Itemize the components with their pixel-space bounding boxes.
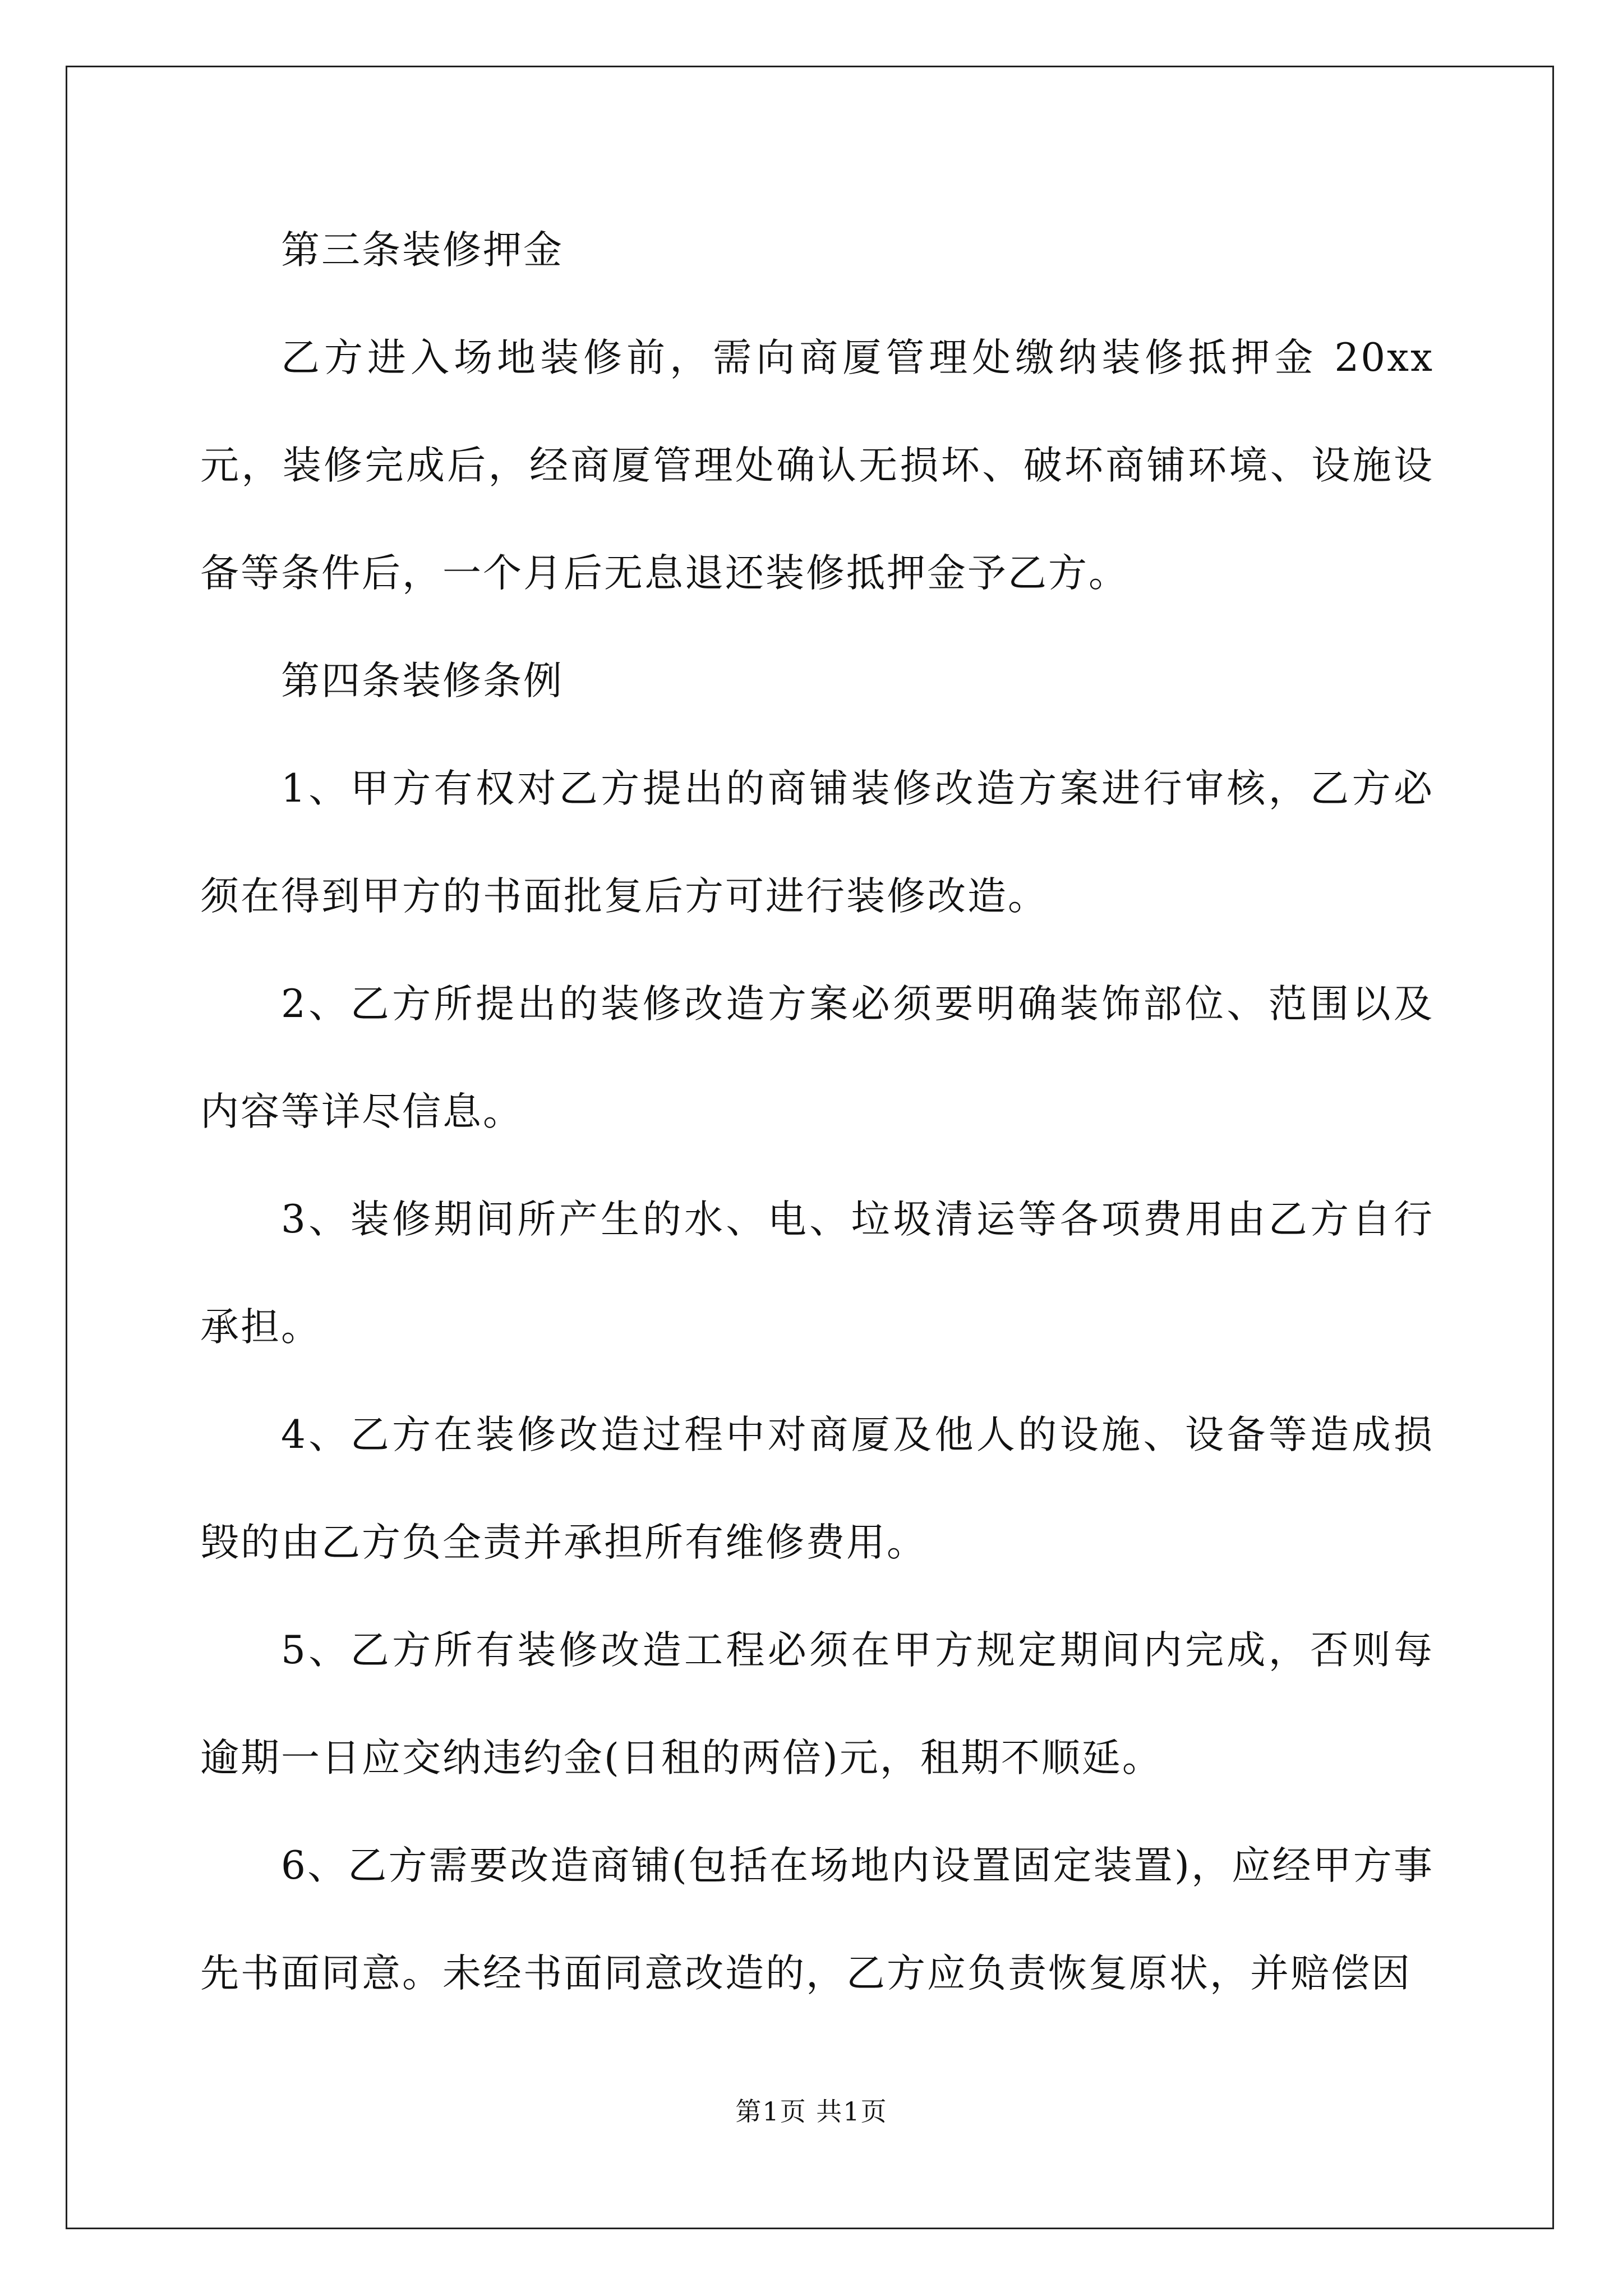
clause-4: 4、乙方在装修改造过程中对商厦及他人的设施、设备等造成损毁的由乙方负全责并承担所有维修费用。 (200, 1412, 1434, 1565)
paragraph-deposit-terms: 乙方进入场地装修前，需向商厦管理处缴纳装修抵押金 20xx 元，装修完成后，经商厦管理处确认无损坏、破坏商铺环境、设施设备等条件后，一个月后无息退还装修抵押金予乙方。 (200, 335, 1434, 596)
page-footer: 第1页 共1页 (735, 2096, 888, 2127)
section-heading-deposit: 第三条装修押金 (281, 228, 564, 273)
document-body (200, 196, 1434, 2027)
section-heading-renovation-rules: 第四条装修条例 (281, 659, 564, 703)
clause-6: 6、乙方需要改造商铺(包括在场地内设置固定装置)，应经甲方事先书面同意。未经书面同意改造的，乙方应负责恢复原状，并赔偿因 (200, 1843, 1434, 1996)
clause-5: 5、乙方所有装修改造工程必须在甲方规定期间内完成，否则每逾期一日应交纳违约金(日租的两倍)元，租期不顺延。 (200, 1628, 1434, 1780)
clause-3: 3、装修期间所产生的水、电、垃圾清运等各项费用由乙方自行承担。 (200, 1197, 1434, 1350)
clause-2: 2、乙方所提出的装修改造方案必须要明确装饰部位、范围以及内容等详尽信息。 (200, 982, 1434, 1134)
clause-1: 1、甲方有权对乙方提出的商铺装修改造方案进行审核，乙方必须在得到甲方的书面批复后方可进行装修改造。 (200, 766, 1434, 919)
